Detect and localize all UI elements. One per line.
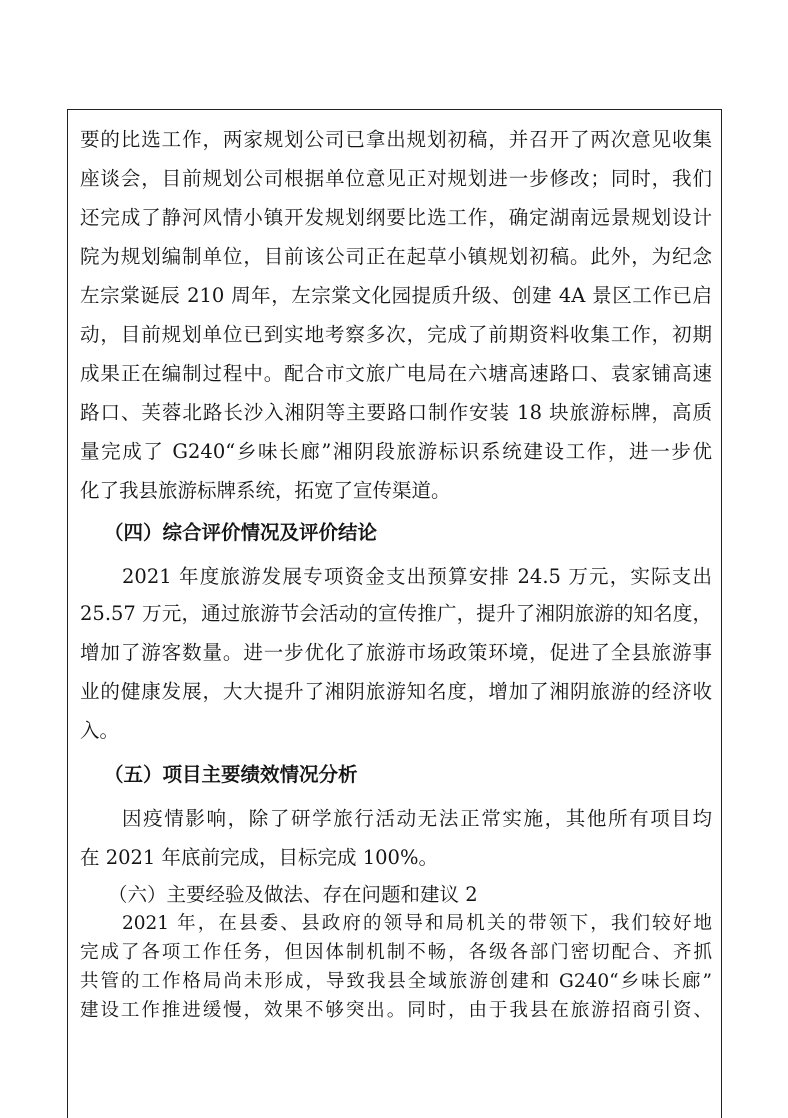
text-line: 路口、芙蓉北路长沙入湘阴等主要路口制作安装 18 块旅游标牌，高质 xyxy=(80,401,712,424)
text-line: 量完成了 G240“乡味长廊”湘阴段旅游标识系统建设工作，进一步优 xyxy=(80,440,712,463)
section-heading-6: （六）主要经验及做法、存在问题和建议 2 xyxy=(108,883,478,906)
text-line: 院为规划编制单位，目前该公司正在起草小镇规划初稿。此外，为纪念 xyxy=(80,245,712,268)
text-line: 2021 年度旅游发展专项资金支出预算安排 24.5 万元，实际支出 xyxy=(122,565,712,588)
text-line: 建设工作推进缓慢，效果不够突出。同时，由于我县在旅游招商引资、 xyxy=(80,1000,712,1021)
text-line: 2021 年，在县委、县政府的领导和局机关的带领下，我们较好地 xyxy=(122,913,712,934)
text-line: 25.57 万元，通过旅游节会活动的宣传推广，提升了湘阴旅游的知名度， xyxy=(80,602,712,625)
text-line: 增加了游客数量。进一步优化了旅游市场政策环境，促进了全县旅游事 xyxy=(80,641,712,664)
text-line: 在 2021 年底前完成，目标完成 100%。 xyxy=(80,846,438,869)
text-line: 座谈会，目前规划公司根据单位意见正对规划进一步修改；同时，我们 xyxy=(80,167,712,190)
text-line: 还完成了静河风情小镇开发规划纲要比选工作，确定湖南远景规划设计 xyxy=(80,206,712,229)
text-line: 左宗棠诞辰 210 周年，左宗棠文化园提质升级、创建 4A 景区工作已启 xyxy=(80,284,712,307)
text-line: 化了我县旅游标牌系统，拓宽了宣传渠道。 xyxy=(80,479,451,502)
section-heading-4: （四）综合评价情况及评价结论 xyxy=(104,521,378,544)
text-line: 要的比选工作，两家规划公司已拿出规划初稿，并召开了两次意见收集 xyxy=(80,128,712,151)
text-line: 业的健康发展，大大提升了湘阴旅游知名度，增加了湘阴旅游的经济收 xyxy=(80,680,712,703)
text-line: 动，目前规划单位已到实地考察多次，完成了前期资料收集工作，初期 xyxy=(80,323,712,346)
section-heading-5: （五）项目主要绩效情况分析 xyxy=(104,763,358,786)
text-line: 完成了各项工作任务，但因体制机制不畅，各级各部门密切配合、齐抓 xyxy=(80,942,712,963)
text-line: 共管的工作格局尚未形成，导致我县全域旅游创建和 G240“乡味长廊” xyxy=(80,971,712,992)
text-line: 因疫情影响，除了研学旅行活动无法正常实施，其他所有项目均 xyxy=(122,807,712,830)
text-line: 入。 xyxy=(80,719,120,742)
text-line: 成果正在编制过程中。配合市文旅广电局在六塘高速路口、袁家铺高速 xyxy=(80,362,712,385)
